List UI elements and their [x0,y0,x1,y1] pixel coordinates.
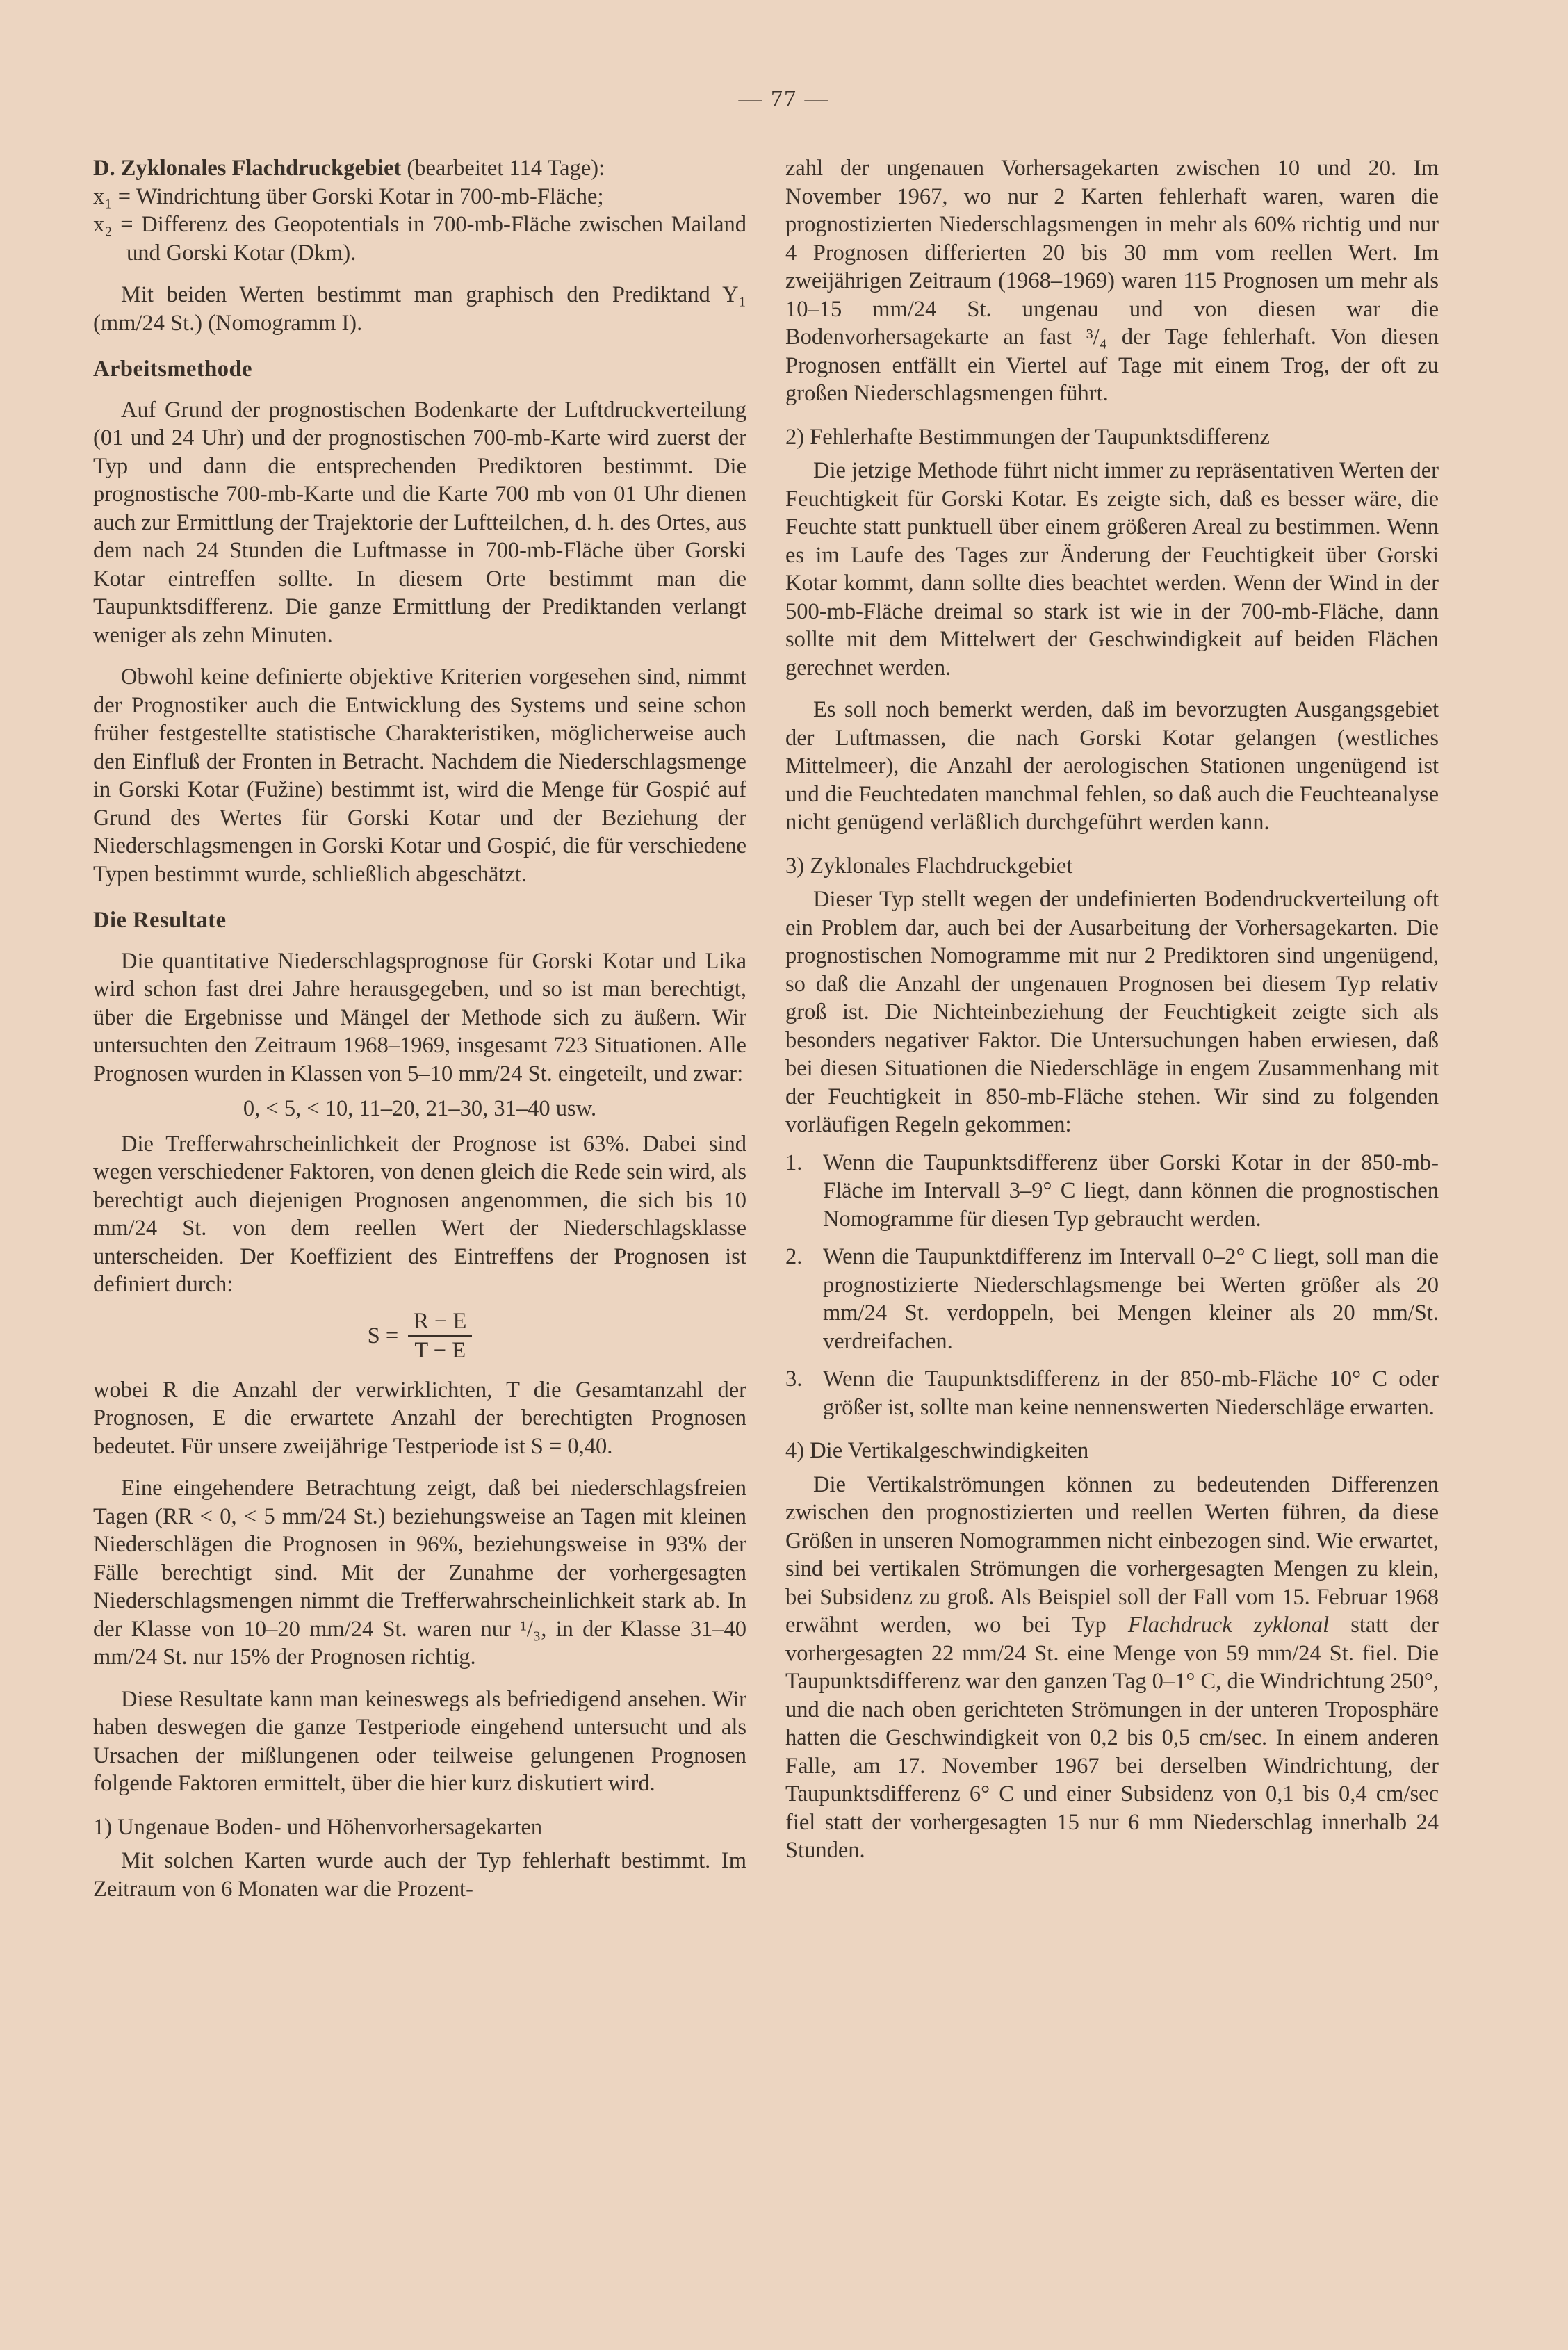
paragraph-vertikal [785,1471,1439,1865]
heading-arbeitsmethode: Arbeitsmethode [93,357,253,382]
paragraph-continuation: zahl der ungenauen Vorhersagekarten zwischen 10 und 20. Im November 1967, wo nur 2 Karten fehlerhaft waren, waren die prognostizierten Niederschlagsmengen in mehr als 60% richtig und nur 4 Prognosen differierten 20 bis 30 mm vom reellen Wert. Im zweijährigen Zeitraum (1968–1969) waren 115 Prognosen um mehr als 10–15 mm/24 St. ungenau und von diesen war die Bodenvorhersagekarte an fast ³/₄ der Tage fehlerhaft. Von diesen Prognosen entfällt ein Viertel auf Tage mit einem Trog, der oft zu großen Niederschlagsmengen führt. [785,156,1439,406]
rule-text: Wenn die Taupunktdifferenz im Intervall 0–2° C liegt, soll man die prognostizierte Niederschlagsmenge bei Werten größer als 20 mm/24 St. verdoppeln, bei Mengen kleiner als 20 mm/St. verdreifachen. [823,1244,1439,1354]
paragraph-es-soll: Es soll noch bemerkt werden, daß im bevorzugten Ausgangsgebiet der Luftmassen, die nach Gorski Kotar gelangen (westliches Mittelmeer), die Anzahl der aerologischen Stationen ungenügend ist und die Feuchtedaten manchmal fehlen, so daß auch die Feuchteanalyse nicht genügend verläßlich durchgeführt werden kann. [785,697,1439,835]
class-list: 0, < 5, < 10, 11–20, 21–30, 31–40 usw. [243,1096,597,1121]
section-d-title: D. Zyklonales Flachdruckgebiet [93,156,402,181]
paragraph-dieser: Dieser Typ stellt wegen der undefinierten Bodendruckverteilung oft ein Problem dar, auch bei der Ausarbeitung der Vorhersagekarten. Die prognostischen Nomogramme mit nur 2 Prediktoren sind ungenügend, so daß die Anzahl der ungenauen Prognosen bei diesem Typ relativ groß ist. Die Nichteinbeziehung der Feuchtigkeit zeigte sich als besonders negativer Faktor. Die Untersuchungen haben erwiesen, daß bei diesen Situationen die Niederschläge in engem Zusammenhang mit der Feuchtigkeit in 850-mb-Fläche stehen. Wir sind zu folgenden vorläufigen Regeln gekommen: [785,887,1439,1137]
heading-resultate: Die Resultate [93,908,227,933]
left-column [93,154,746,1903]
x1-definition: x₁ = Windrichtung über Gorski Kotar in 700-mb-Fläche; [93,183,604,209]
formula-denominator: T − E [414,1338,466,1363]
subheading-4: 4) Die Vertikalgeschwindigkeiten [785,1438,1089,1463]
vertikal-emphasis: Flachdruck zyklonal [1127,1613,1330,1638]
rule-text: Wenn die Taupunktsdifferenz in der 850-mb-Fläche 10° C oder größer ist, sollte man keine nennenswerten Niederschläge erwarten. [823,1366,1439,1420]
subheading-3: 3) Zyklonales Flachdruckgebiet [785,853,1073,879]
paragraph-quantitative: Die quantitative Niederschlagsprognose für Gorski Kotar und Lika wird schon fast drei Jahre herausgegeben, und so ist man berechtigt, über die Ergebnisse und Mängel der Methode sich zu äußern. Wir untersuchten den Zeitraum 1968–1969, insgesamt 723 Situationen. Alle Prognosen wurden in Klassen von 5–10 mm/24 St. eingeteilt, und zwar: [93,948,746,1086]
paragraph-auf-grund: Auf Grund der prognostischen Bodenkarte der Luftdruckverteilung (01 und 24 Uhr) und der prognostischen 700-mb-Karte wird zuerst der Typ und dann die entsprechenden Prediktoren bestimmt. Die prognostische 700-mb-Karte und die Karte 700 mb von 01 Uhr dienen auch zur Ermittlung der Trajektorie der Luftteilchen, d. h. des Ortes, aus dem nach 24 Stunden die Luftmasse in 700-mb-Fläche über Gorski Kotar eintreffen sollte. In diesem Orte bestimmt man die Taupunktsdifferenz. Die ganze Ermittlung der Prediktanden verlangt weniger als zehn Minuten. [93,397,746,648]
paragraph-obwohl: Obwohl keine definierte objektive Kriterien vorgesehen sind, nimmt der Prognostiker auch die Entwicklung des Systems und seine schon früher festgestellte statistische Charakteristiken, möglicherweise auch den Einfluß der Fronten in Betracht. Nachdem die Niederschlagsmenge in Gorski Kotar (Fužine) bestimmt ist, wird die Menge für Gospić auf Grund des Wertes für Gorski Kotar und der Beziehung der Niederschlagsmengen in Gorski Kotar und Gospić, die für verschiedene Typen bestimmt wurde, schließlich abgeschätzt. [93,664,746,887]
section-d-heading [93,154,746,183]
rule-text: Wenn die Taupunktsdifferenz über Gorski Kotar in der 850-mb-Fläche im Intervall 3–9° C liegt, dann können die prognostischen Nomogramme für diesen Typ gebraucht werden. [823,1150,1439,1232]
rule-item [785,1149,1439,1234]
right-column [785,154,1439,1865]
paragraph-eingehendere: Eine eingehendere Betrachtung zeigt, daß bei niederschlagsfreien Tagen (RR < 0, < 5 mm/24 St.) beziehungsweise an Tagen mit kleinen Niederschlägen die Prognosen in 96%, beziehungsweise in 93% der Fälle berechtigt sind. Mit der Zunahme der vorhergesagten Niederschlagsmengen nimmt die Trefferwahrscheinlichkeit stark ab. In der Klasse von 10–20 mm/24 St. waren nur ¹/₃, in der Klasse 31–40 mm/24 St. nur 15% der Prognosen richtig. [93,1476,746,1670]
x2-definition: x₂ = Differenz des Geopotentials in 700-mb-Fläche zwischen Mailand und Gorski Kotar (Dkm). [93,212,746,266]
paragraph-wobei: wobei R die Anzahl der verwirklichten, T die Gesamtanzahl der Prognosen, E die erwartete Anzahl der berechtigten Prognosen bedeutet. Für unsere zweijährige Testperiode ist S = 0,40. [93,1377,746,1459]
page-number: — 77 — [738,86,830,112]
section-d-note: (bearbeitet 114 Tage): [401,156,605,181]
vertikal-text-2: statt der vorhergesagten 22 mm/24 St. eine Menge von 59 mm/24 St. fiel. Die Taupunktsdifferenz war den ganzen Tag 0–1° C, die Windrichtung 250°, und die nach oben gerichteten Strömungen in der unteren Troposphäre hatten die Geschwindigkeit von 0,2 bis 0,5 cm/sec. In einem anderen Falle, am 17. November 1967 bei derselben Windrichtung, der Taupunktsdifferenz 6° C und einer Subsidenz von 0,1 bis 0,4 cm/sec fiel statt der vorhergesagten 15 nur 6 mm Niederschlag innerhalb 24 Stunden. [785,1613,1439,1863]
rule-number: 2. [785,1244,803,1269]
formula-lhs: S = [367,1323,399,1348]
paragraph-nomogramm: Mit beiden Werten bestimmt man graphisch den Prediktand Y₁ (mm/24 St.) (Nomogramm I). [93,282,746,336]
subheading-2: 2) Fehlerhafte Bestimmungen der Taupunktsdifferenz [785,424,1270,450]
subheading-1: 1) Ungenaue Boden- und Höhenvorhersagekarten [93,1814,543,1840]
vertikal-text-1: Die Vertikalströmungen können zu bedeutenden Differenzen zwischen den prognostizierten und reellen Werten führen, da diese Größen in unseren Nomogrammen nicht einbezogen sind. Wie erwartet, sind bei vertikalen Strömungen die vorhergesagten Mengen zu klein, bei Subsidenz zu groß. Als Beispiel soll der Fall vom 15. Februar 1968 erwähnt werden, wo bei Typ [785,1471,1439,1638]
rule-item [785,1243,1439,1355]
paragraph-treffer: Die Trefferwahrscheinlichkeit der Prognose ist 63%. Dabei sind wegen verschiedener Faktoren, von denen gleich die Rede sein wird, als berechtigt auch diejenigen Prognosen angenommen, die sich bis 10 mm/24 St. von dem reellen Wert der Niederschlagsklasse unterscheiden. Der Koeffizient des Eintreffens der Prognosen ist definiert durch: [93,1131,746,1297]
formula-fraction [408,1307,472,1365]
rule-item [785,1365,1439,1421]
rule-number: 1. [785,1150,803,1175]
formula-s [93,1307,746,1365]
paragraph-mit-solchen: Mit solchen Karten wurde auch der Typ fehlerhaft bestimmt. Im Zeitraum von 6 Monaten war die Prozent- [93,1848,746,1902]
formula-numerator: R − E [408,1307,472,1337]
paragraph-jetzige: Die jetzige Methode führt nicht immer zu repräsentativen Werten der Feuchtigkeit für Gorski Kotar. Es zeigte sich, daß es besser wäre, die Feuchte statt punktuell über einem größeren Areal zu bestimmen. Wenn es im Laufe des Tages zur Änderung der Feuchtigkeit über Gorski Kotar kommt, dann sollte dies beachtet werden. Wenn der Wind in der 500-mb-Fläche dreimal so stark ist wie in der 700-mb-Fläche, dann sollte mit dem Mittelwert der Geschwindigkeit auf beiden Flächen gerechnet werden. [785,458,1439,680]
rule-number: 3. [785,1366,803,1392]
paragraph-diese: Diese Resultate kann man keineswegs als befriedigend ansehen. Wir haben deswegen die ganze Testperiode eingehend untersucht und als Ursachen der mißlungenen oder teilweise gelungenen Prognosen folgende Faktoren ermittelt, über die hier kurz diskutiert wird. [93,1686,746,1796]
